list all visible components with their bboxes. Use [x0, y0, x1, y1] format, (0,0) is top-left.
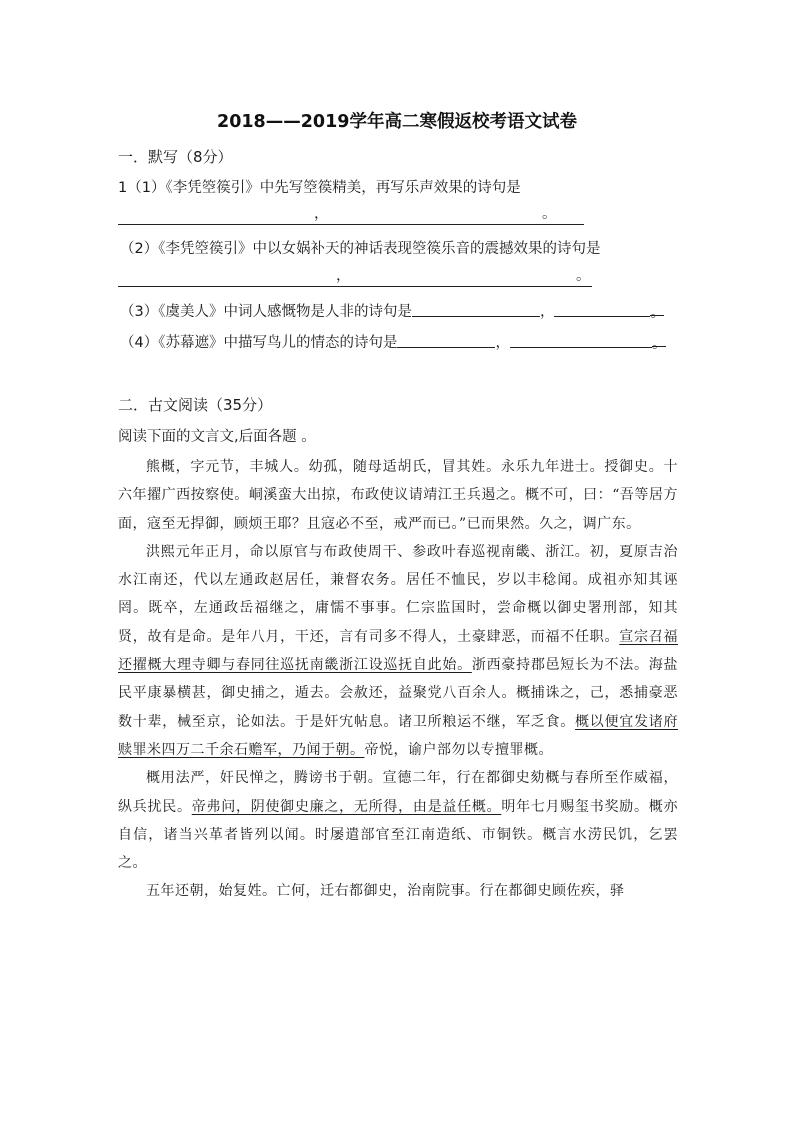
page-title: 2018——2019学年高二寒假返校考语文试卷: [217, 112, 577, 132]
answer-line-1[interactable]: [118, 204, 584, 225]
question-3: [120, 300, 664, 321]
answer-period: 。: [652, 332, 666, 347]
answer-comma: ，: [495, 335, 510, 351]
answer-comma: ，: [539, 304, 555, 320]
answer-blank-3a[interactable]: [412, 302, 540, 317]
paragraph-3-text-a: 概用法严，奸民惮之，腾谤书于朝。宣德二年，行在都御史劾概与春所至作威福，纵兵扰民。: [118, 770, 678, 815]
paragraph-3: [118, 764, 678, 877]
answer-line-2[interactable]: [118, 266, 592, 287]
question-2-prompt: （2）《李凭箜篌引》中以女娲补天的神话表现箜篌乐音的震撼效果的诗句是: [120, 241, 601, 257]
answer-comma: ，: [336, 268, 351, 284]
paragraph-2-text-c: 帝悦，谕户部勿以专擅罪概。: [364, 741, 553, 758]
answer-blank-3b[interactable]: [554, 302, 650, 317]
paragraph-2-text-b: 浙西豪持郡邑短长为不法。海盐民平康暴横甚，御史捕之，遁去。会赦还，益聚党八百余人。概捕诛之，己，悉捕豪恶数十辈，械至京，论如法。于是奸宄帖息。诸卫所粮运不继，军乏食。: [118, 657, 679, 730]
underlined-sentence-2: 概以便宜发诸府赎罪米四万二千余石赡军，乃闻于朝。: [118, 713, 679, 758]
question-1-prompt: 1（1）《李凭箜篌引》中先写箜篌精美，再写乐声效果的诗句是: [118, 180, 521, 196]
classical-text: [118, 453, 678, 906]
question-4: [120, 331, 666, 352]
paragraph-1: 熊概，字元节，丰城人。幼孤，随母适胡氏，冒其姓。永乐九年进士。授御史。十六年擢广西按察使。峒溪蛮大出掠，布政使议请靖江王兵遏之。概不可，曰：“吾等居方面，寇至无捍御，顾烦王耶？且寇必不至，戒严而已。”已而果然。久之，调广东。: [118, 459, 678, 532]
answer-blank-4b[interactable]: [510, 333, 652, 348]
section2-heading: 二．古文阅读（35分）: [118, 396, 273, 414]
question-3-prompt: （3）《虞美人》中词人感慨物是人非的诗句是: [120, 304, 412, 320]
answer-blank-4a[interactable]: [397, 333, 495, 348]
reading-instruction: 阅读下面的文言文,后面各题 。: [118, 429, 316, 445]
answer-comma: ，: [314, 206, 329, 222]
answer-period: 。: [576, 268, 591, 284]
underlined-sentence-3: 帝弗问，阴使御史廉之，无所得，由是益任概。: [191, 798, 502, 815]
question-4-prompt: （4）《苏幕遮》中描写鸟儿的情态的诗句是: [120, 335, 398, 351]
paragraph-3-text-b: 明年七月赐玺书奖励。概亦自信，诸当兴革者皆列以闻。时屡遣部官至江南造纸、市铜铁。概言水涝民饥，乞罢之。: [118, 798, 679, 872]
section1-heading: 一．默写（8分）: [118, 148, 233, 166]
paragraph-2: [118, 538, 678, 764]
paragraph-4: 五年还朝，始复姓。亡何，迁右都御史，治南院事。行在都御史顾佐疾，驿: [146, 883, 625, 900]
answer-period: 。: [542, 206, 557, 222]
answer-period: 。: [650, 301, 664, 316]
underlined-sentence-1: 宣宗召福还擢概大理寺卿与春同往巡抚南畿浙江设巡抚自此始。: [118, 628, 679, 674]
paragraph-2-text-a: 洪熙元年正月，命以原官与布政使周干、参政叶春巡视南畿、浙江。初，夏原吉治水江南还，代以左通政赵居任，兼督农务。居任不恤民，岁以丰稔闻。成祖亦知其诬罔。既卒，左通政岳福继之，庸懦不事事。仁宗监国时，尝命概以御史署刑部，知其贤，故有是命。是年八月，干还，言有司多不得人，土豪肆恶，而福不任职。: [118, 543, 678, 645]
